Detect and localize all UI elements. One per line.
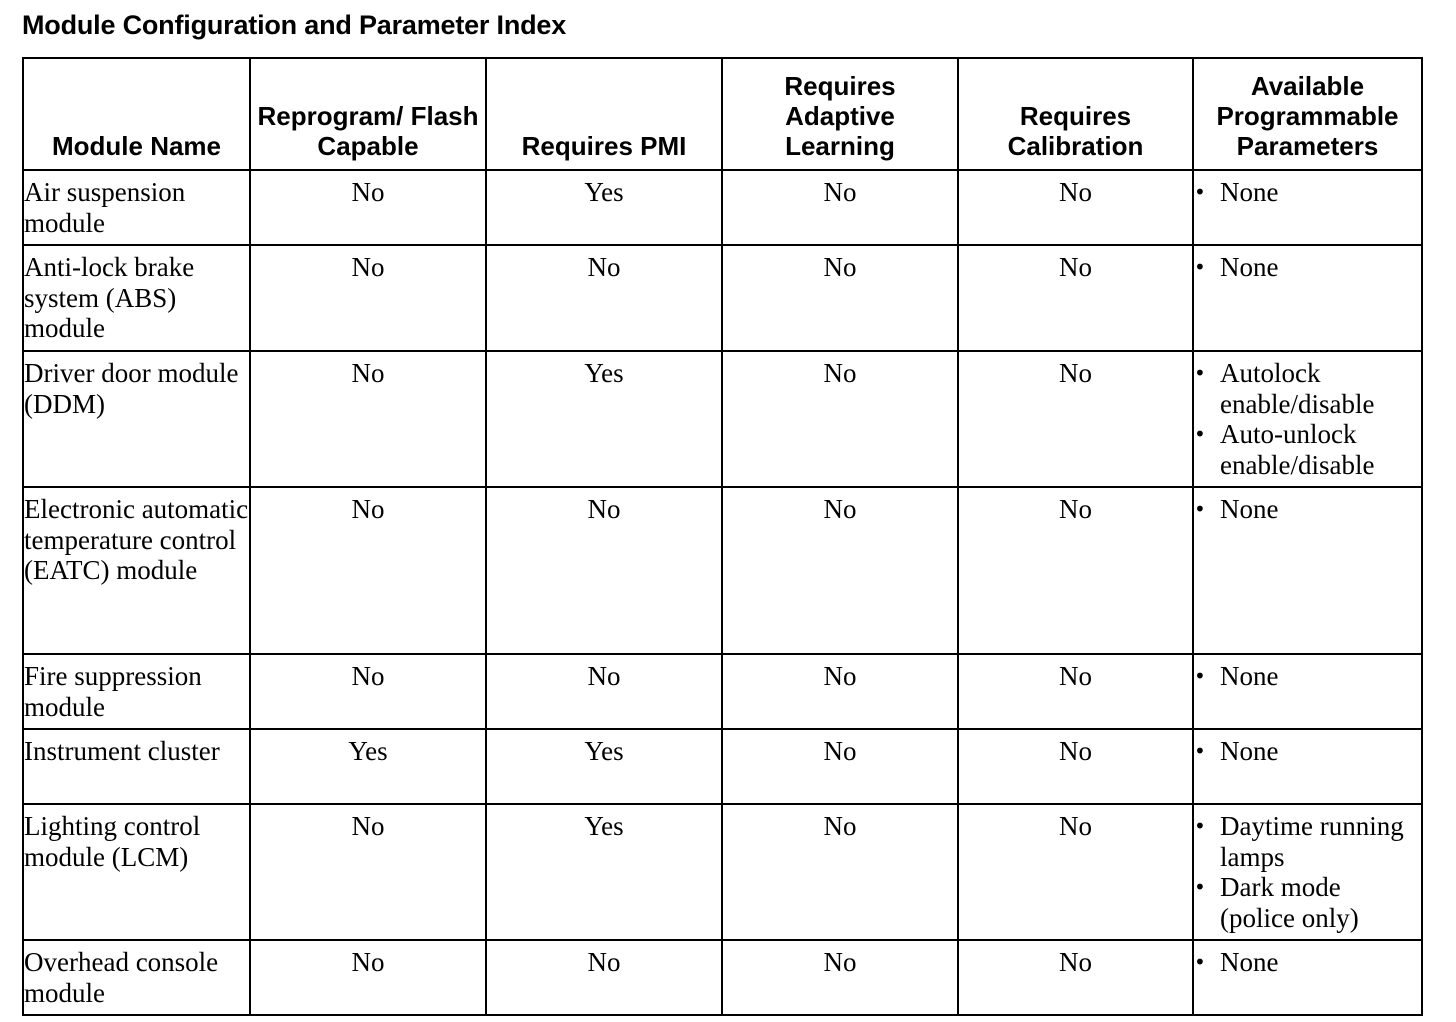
- programmable-parameters-cell: [1193, 487, 1422, 654]
- reprogram-flash-cell: No: [250, 245, 486, 351]
- reprogram-flash-cell: No: [250, 351, 486, 487]
- requires-calibration-cell: No: [958, 170, 1193, 245]
- reprogram-flash-cell: No: [250, 940, 486, 1015]
- parameter-text: None: [1220, 661, 1279, 691]
- bullet-icon: •: [1194, 950, 1206, 974]
- header-module-name: Module Name: [23, 58, 250, 170]
- requires-pmi-cell: No: [486, 487, 722, 654]
- header-requires-pmi: Requires PMI: [486, 58, 722, 170]
- parameter-text: None: [1220, 252, 1279, 282]
- bullet-icon: •: [1194, 422, 1206, 446]
- table-row: [23, 804, 1422, 940]
- adaptive-learning-cell: No: [722, 170, 958, 245]
- parameter-list: [1194, 811, 1421, 933]
- parameter-item: [1194, 872, 1421, 933]
- bullet-icon: •: [1194, 255, 1206, 279]
- bullet-icon: •: [1194, 664, 1206, 688]
- requires-pmi-cell: No: [486, 940, 722, 1015]
- adaptive-learning-cell: No: [722, 487, 958, 654]
- programmable-parameters-cell: [1193, 654, 1422, 729]
- parameter-item: [1194, 736, 1421, 767]
- table-row: [23, 351, 1422, 487]
- parameter-item: [1194, 252, 1421, 283]
- programmable-parameters-cell: [1193, 940, 1422, 1015]
- parameter-item: [1194, 811, 1421, 872]
- table-row: [23, 729, 1422, 804]
- module-parameter-table: [22, 57, 1423, 1016]
- parameter-text: None: [1220, 947, 1279, 977]
- parameter-text: Daytime running lamps: [1220, 811, 1404, 872]
- parameter-item: [1194, 947, 1421, 978]
- parameter-text: Auto-unlock enable/disable: [1220, 419, 1375, 480]
- header-reprogram-flash: Reprogram/ Flash Capable: [250, 58, 486, 170]
- requires-calibration-cell: No: [958, 804, 1193, 940]
- module-name-cell: Overhead console module: [23, 940, 250, 1015]
- header-adaptive-learning: Requires Adaptive Learning: [722, 58, 958, 170]
- parameter-item: [1194, 177, 1421, 208]
- header-requires-calibration: Requires Calibration: [958, 58, 1193, 170]
- table-row: [23, 245, 1422, 351]
- parameter-text: Dark mode (police only): [1220, 872, 1359, 933]
- table-row: [23, 940, 1422, 1015]
- parameter-text: None: [1220, 494, 1279, 524]
- bullet-icon: •: [1194, 180, 1206, 204]
- module-name-cell: Instrument cluster: [23, 729, 250, 804]
- requires-pmi-cell: No: [486, 654, 722, 729]
- bullet-icon: •: [1194, 739, 1206, 763]
- parameter-list: [1194, 358, 1421, 480]
- parameter-list: [1194, 252, 1421, 283]
- table-row: [23, 487, 1422, 654]
- bullet-icon: •: [1194, 361, 1206, 385]
- module-name-cell: Electronic automatic temperature control (EATC) module: [23, 487, 250, 654]
- adaptive-learning-cell: No: [722, 245, 958, 351]
- table-body: [23, 170, 1422, 1015]
- reprogram-flash-cell: No: [250, 487, 486, 654]
- parameter-list: [1194, 177, 1421, 208]
- bullet-icon: •: [1194, 875, 1206, 899]
- bullet-icon: •: [1194, 497, 1206, 521]
- reprogram-flash-cell: Yes: [250, 729, 486, 804]
- bullet-icon: •: [1194, 814, 1206, 838]
- requires-calibration-cell: No: [958, 245, 1193, 351]
- parameter-list: [1194, 736, 1421, 767]
- requires-calibration-cell: No: [958, 940, 1193, 1015]
- parameter-list: [1194, 947, 1421, 978]
- parameter-text: None: [1220, 177, 1279, 207]
- requires-pmi-cell: Yes: [486, 729, 722, 804]
- adaptive-learning-cell: No: [722, 940, 958, 1015]
- requires-pmi-cell: Yes: [486, 170, 722, 245]
- programmable-parameters-cell: [1193, 804, 1422, 940]
- module-name-cell: Fire suppression module: [23, 654, 250, 729]
- parameter-list: [1194, 494, 1421, 525]
- table-row: [23, 170, 1422, 245]
- module-name-cell: Air suspension module: [23, 170, 250, 245]
- reprogram-flash-cell: No: [250, 654, 486, 729]
- parameter-text: Autolock enable/disable: [1220, 358, 1375, 419]
- requires-pmi-cell: Yes: [486, 804, 722, 940]
- requires-calibration-cell: No: [958, 729, 1193, 804]
- programmable-parameters-cell: [1193, 170, 1422, 245]
- reprogram-flash-cell: No: [250, 804, 486, 940]
- requires-calibration-cell: No: [958, 487, 1193, 654]
- adaptive-learning-cell: No: [722, 804, 958, 940]
- header-programmable-parameters: Available Programmable Parameters: [1193, 58, 1422, 170]
- document-title: Module Configuration and Parameter Index: [22, 10, 567, 40]
- programmable-parameters-cell: [1193, 245, 1422, 351]
- parameter-list: [1194, 661, 1421, 692]
- module-name-cell: Driver door module (DDM): [23, 351, 250, 487]
- parameter-text: None: [1220, 736, 1279, 766]
- header-row: [23, 58, 1422, 170]
- module-name-cell: Anti-lock brake system (ABS) module: [23, 245, 250, 351]
- adaptive-learning-cell: No: [722, 654, 958, 729]
- parameter-item: [1194, 419, 1421, 480]
- programmable-parameters-cell: [1193, 351, 1422, 487]
- programmable-parameters-cell: [1193, 729, 1422, 804]
- parameter-item: [1194, 358, 1421, 419]
- table-row: [23, 654, 1422, 729]
- requires-pmi-cell: Yes: [486, 351, 722, 487]
- parameter-item: [1194, 494, 1421, 525]
- adaptive-learning-cell: No: [722, 729, 958, 804]
- adaptive-learning-cell: No: [722, 351, 958, 487]
- requires-pmi-cell: No: [486, 245, 722, 351]
- requires-calibration-cell: No: [958, 351, 1193, 487]
- reprogram-flash-cell: No: [250, 170, 486, 245]
- parameter-item: [1194, 661, 1421, 692]
- requires-calibration-cell: No: [958, 654, 1193, 729]
- module-name-cell: Lighting control module (LCM): [23, 804, 250, 940]
